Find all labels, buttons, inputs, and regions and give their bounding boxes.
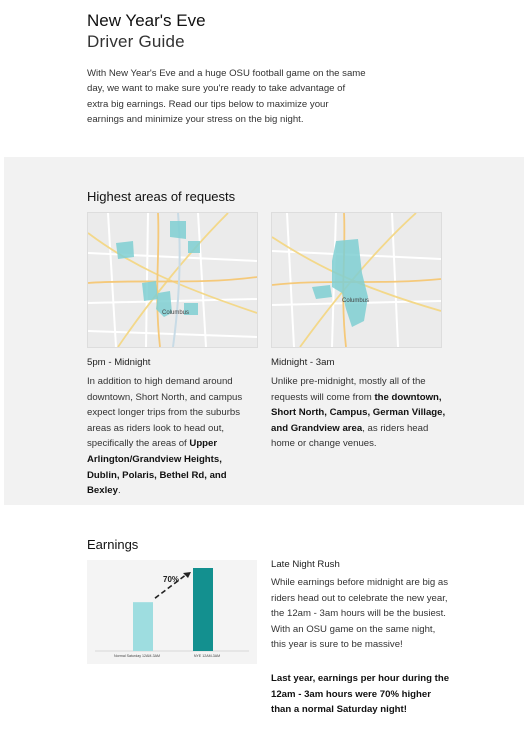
column-title-pre-midnight: 5pm - Midnight: [87, 357, 151, 368]
rush-title: Late Night Rush: [271, 559, 340, 570]
highlight-areas-after-midnight: the downtown, Short North, Campus, German Village, and Grandview area: [271, 391, 446, 434]
intro-paragraph: With New Year's Eve and a huge OSU football game on the same day, we want to make sure you're ready to take advantage of extra big earnings. Read our tips below to maximize your earnings and minimize your stress on the big night.: [87, 68, 366, 126]
page-title: New Year's Eve: [87, 11, 206, 30]
rush-highlight: Last year, earnings per hour during the 12am - 3am hours were 70% higher than a normal Saturday night!: [271, 673, 450, 716]
bar-normal-saturday: [133, 602, 153, 651]
column-title-after-midnight: Midnight - 3am: [271, 357, 335, 368]
request-areas-section: [4, 157, 524, 505]
map-after-midnight: [271, 212, 442, 348]
page-subtitle: Driver Guide: [87, 32, 185, 51]
column-text-pre-midnight: In addition to high demand around downtown, Short North, and campus expect longer trips from the suburbs areas as riders look to head out, specifically the areas of Upper Arlington/Grandview Heights, Dublin, Polaris, Bethel Rd, and Bexley.: [87, 376, 243, 497]
earnings-section: [0, 505, 524, 732]
map-pre-midnight: [87, 212, 258, 348]
column-text-after-midnight: Unlike pre-midnight, mostly all of the requests will come from the downtown, Short North, Campus, German Village, and Grandview area, as riders head home or change venues.: [271, 376, 446, 450]
bar-label-nye: NYE 12AM-3AM: [193, 654, 221, 658]
section-heading-requests: Highest areas of requests: [87, 189, 236, 204]
intro-section: [87, 10, 367, 128]
earnings-chart: [87, 560, 257, 664]
map-city-label: Columbus: [342, 298, 370, 304]
rush-paragraph: While earnings before midnight are big as riders head out to celebrate the new year, the 12am - 3am hours will be the busiest. With an OSU game on the same night, this year is sure to be massive!: [271, 577, 449, 651]
bar-label-normal-saturday: Normal Saturday 12AM-3AM: [114, 654, 160, 658]
highlight-areas-pre-midnight: Upper Arlington/Grandview Heights, Dublin, Polaris, Bethel Rd, and Bexley: [87, 438, 227, 497]
section-heading-earnings: Earnings: [87, 537, 139, 552]
bar-nye: [193, 568, 213, 651]
map-city-label: Columbus: [162, 310, 190, 316]
increase-label: 70%: [163, 575, 180, 585]
